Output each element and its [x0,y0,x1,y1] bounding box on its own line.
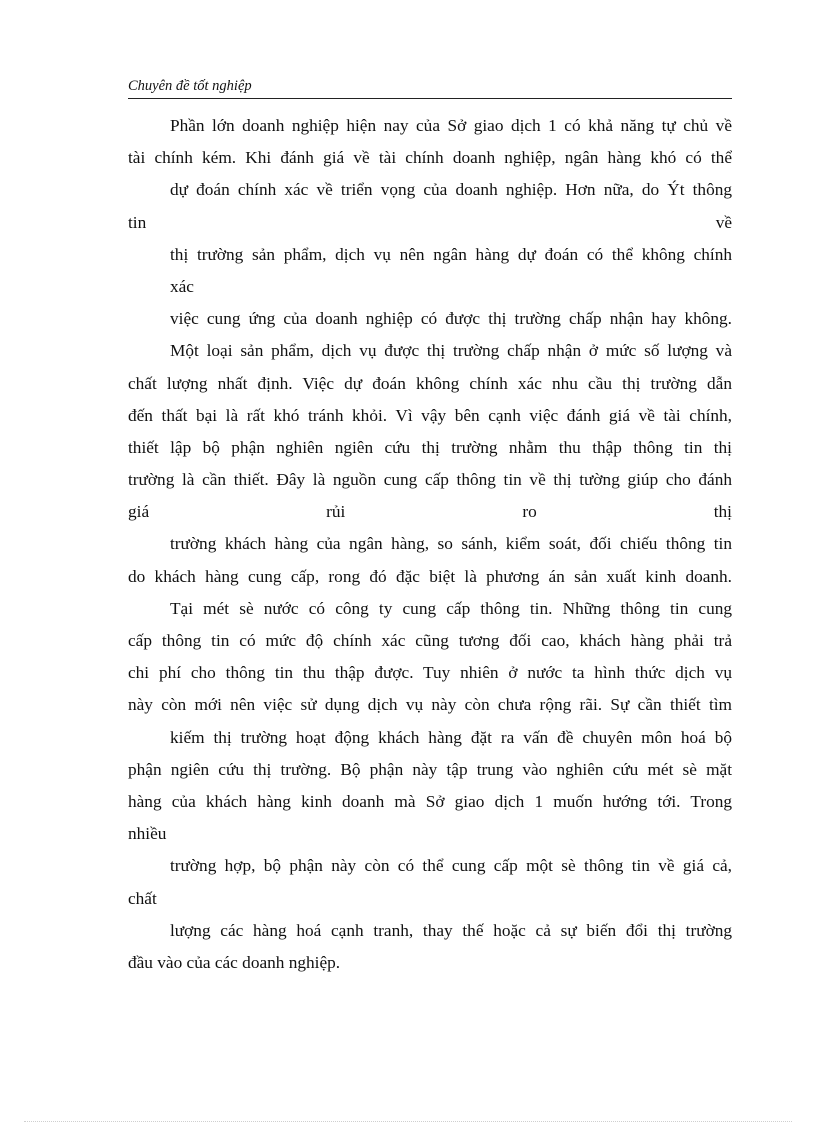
text-line: thị trường sản phẩm, dịch vụ nên ngân hàng dự đoán có thể không chính [170,244,732,264]
text-line: nhiều [128,824,167,844]
text-line: thiết lập bộ phận nghiên ngiên cứu thị trường nhằm thu thập thông tin thị [128,437,732,457]
text-line: Một loại sản phẩm, dịch vụ được thị trường chấp nhận ở mức số lượng và [170,341,732,361]
text-line: tin về [128,212,732,232]
text-line: giá rủi ro thị [128,502,732,522]
text-line: tài chính kém. Khi đánh giá về tài chính doanh nghiệp, ngân hàng khó có thể [128,148,732,168]
text-line: Phần lớn doanh nghiệp hiện nay của Sở giao dịch 1 có khả năng tự chủ về [170,116,732,135]
body-text [128,112,732,981]
text-line: trường là cần thiết. Đây là nguồn cung cấp thông tin về thị tường giúp cho đánh [128,470,732,490]
text-line: chi phí cho thông tin thu thập được. Tuy nhiên ở nước ta hình thức dịch vụ [128,663,732,683]
text-line: do khách hàng cung cấp, rong đó đặc biệt là phương án sản xuất kinh doanh. [128,566,732,586]
text-line: cấp thông tin có mức độ chính xác cũng tương đối cao, khách hàng phải trả [128,631,732,650]
text-line: kiếm thị trường hoạt động khách hàng đặt ra vấn đề chuyên môn hoá bộ [170,727,732,747]
text-line: dự đoán chính xác về triển vọng của doanh nghiệp. Hơn nữa, do Ýt thông [170,180,732,200]
page-header [128,76,732,99]
header-title: Chuyên đề tốt nghiệp [128,78,252,94]
text-line: phận ngiên cứu thị trường. Bộ phận này tập trung vào nghiên cứu mét sè mặt [128,759,732,779]
text-line: hàng của khách hàng kinh doanh mà Sở giao dịch 1 muốn hướng tới. Trong [128,791,732,811]
text-line: việc cung ứng của doanh nghiệp có được thị trường chấp nhận hay không. [170,309,732,329]
text-line: đến thất bại là rất khó tránh khỏi. Vì vậy bên cạnh việc đánh giá về tài chính, [128,405,732,425]
text-line: chất lượng nhất định. Việc dự đoán không chính xác nhu cầu thị trường dẫn [128,373,732,393]
text-line: trường khách hàng của ngân hàng, so sánh, kiểm soát, đối chiếu thông tin [170,534,732,554]
text-line: chất [128,888,157,908]
text-line: này còn mới nên việc sử dụng dịch vụ này còn chưa rộng rãi. Sự cần thiết tìm [128,695,732,715]
page-bottom-rule [24,1121,792,1122]
text-line: xác [170,276,194,296]
text-line: trường hợp, bộ phận này còn có thể cung cấp một sè thông tin về giá cả, [170,856,732,876]
text-line: lượng các hàng hoá cạnh tranh, thay thế hoặc cả sự biến đổi thị trường [170,920,732,940]
text-line: Tại mét sè nước có công ty cung cấp thông tin. Những thông tin cung [170,598,732,618]
text-line: đầu vào của các doanh nghiệp. [128,952,341,972]
